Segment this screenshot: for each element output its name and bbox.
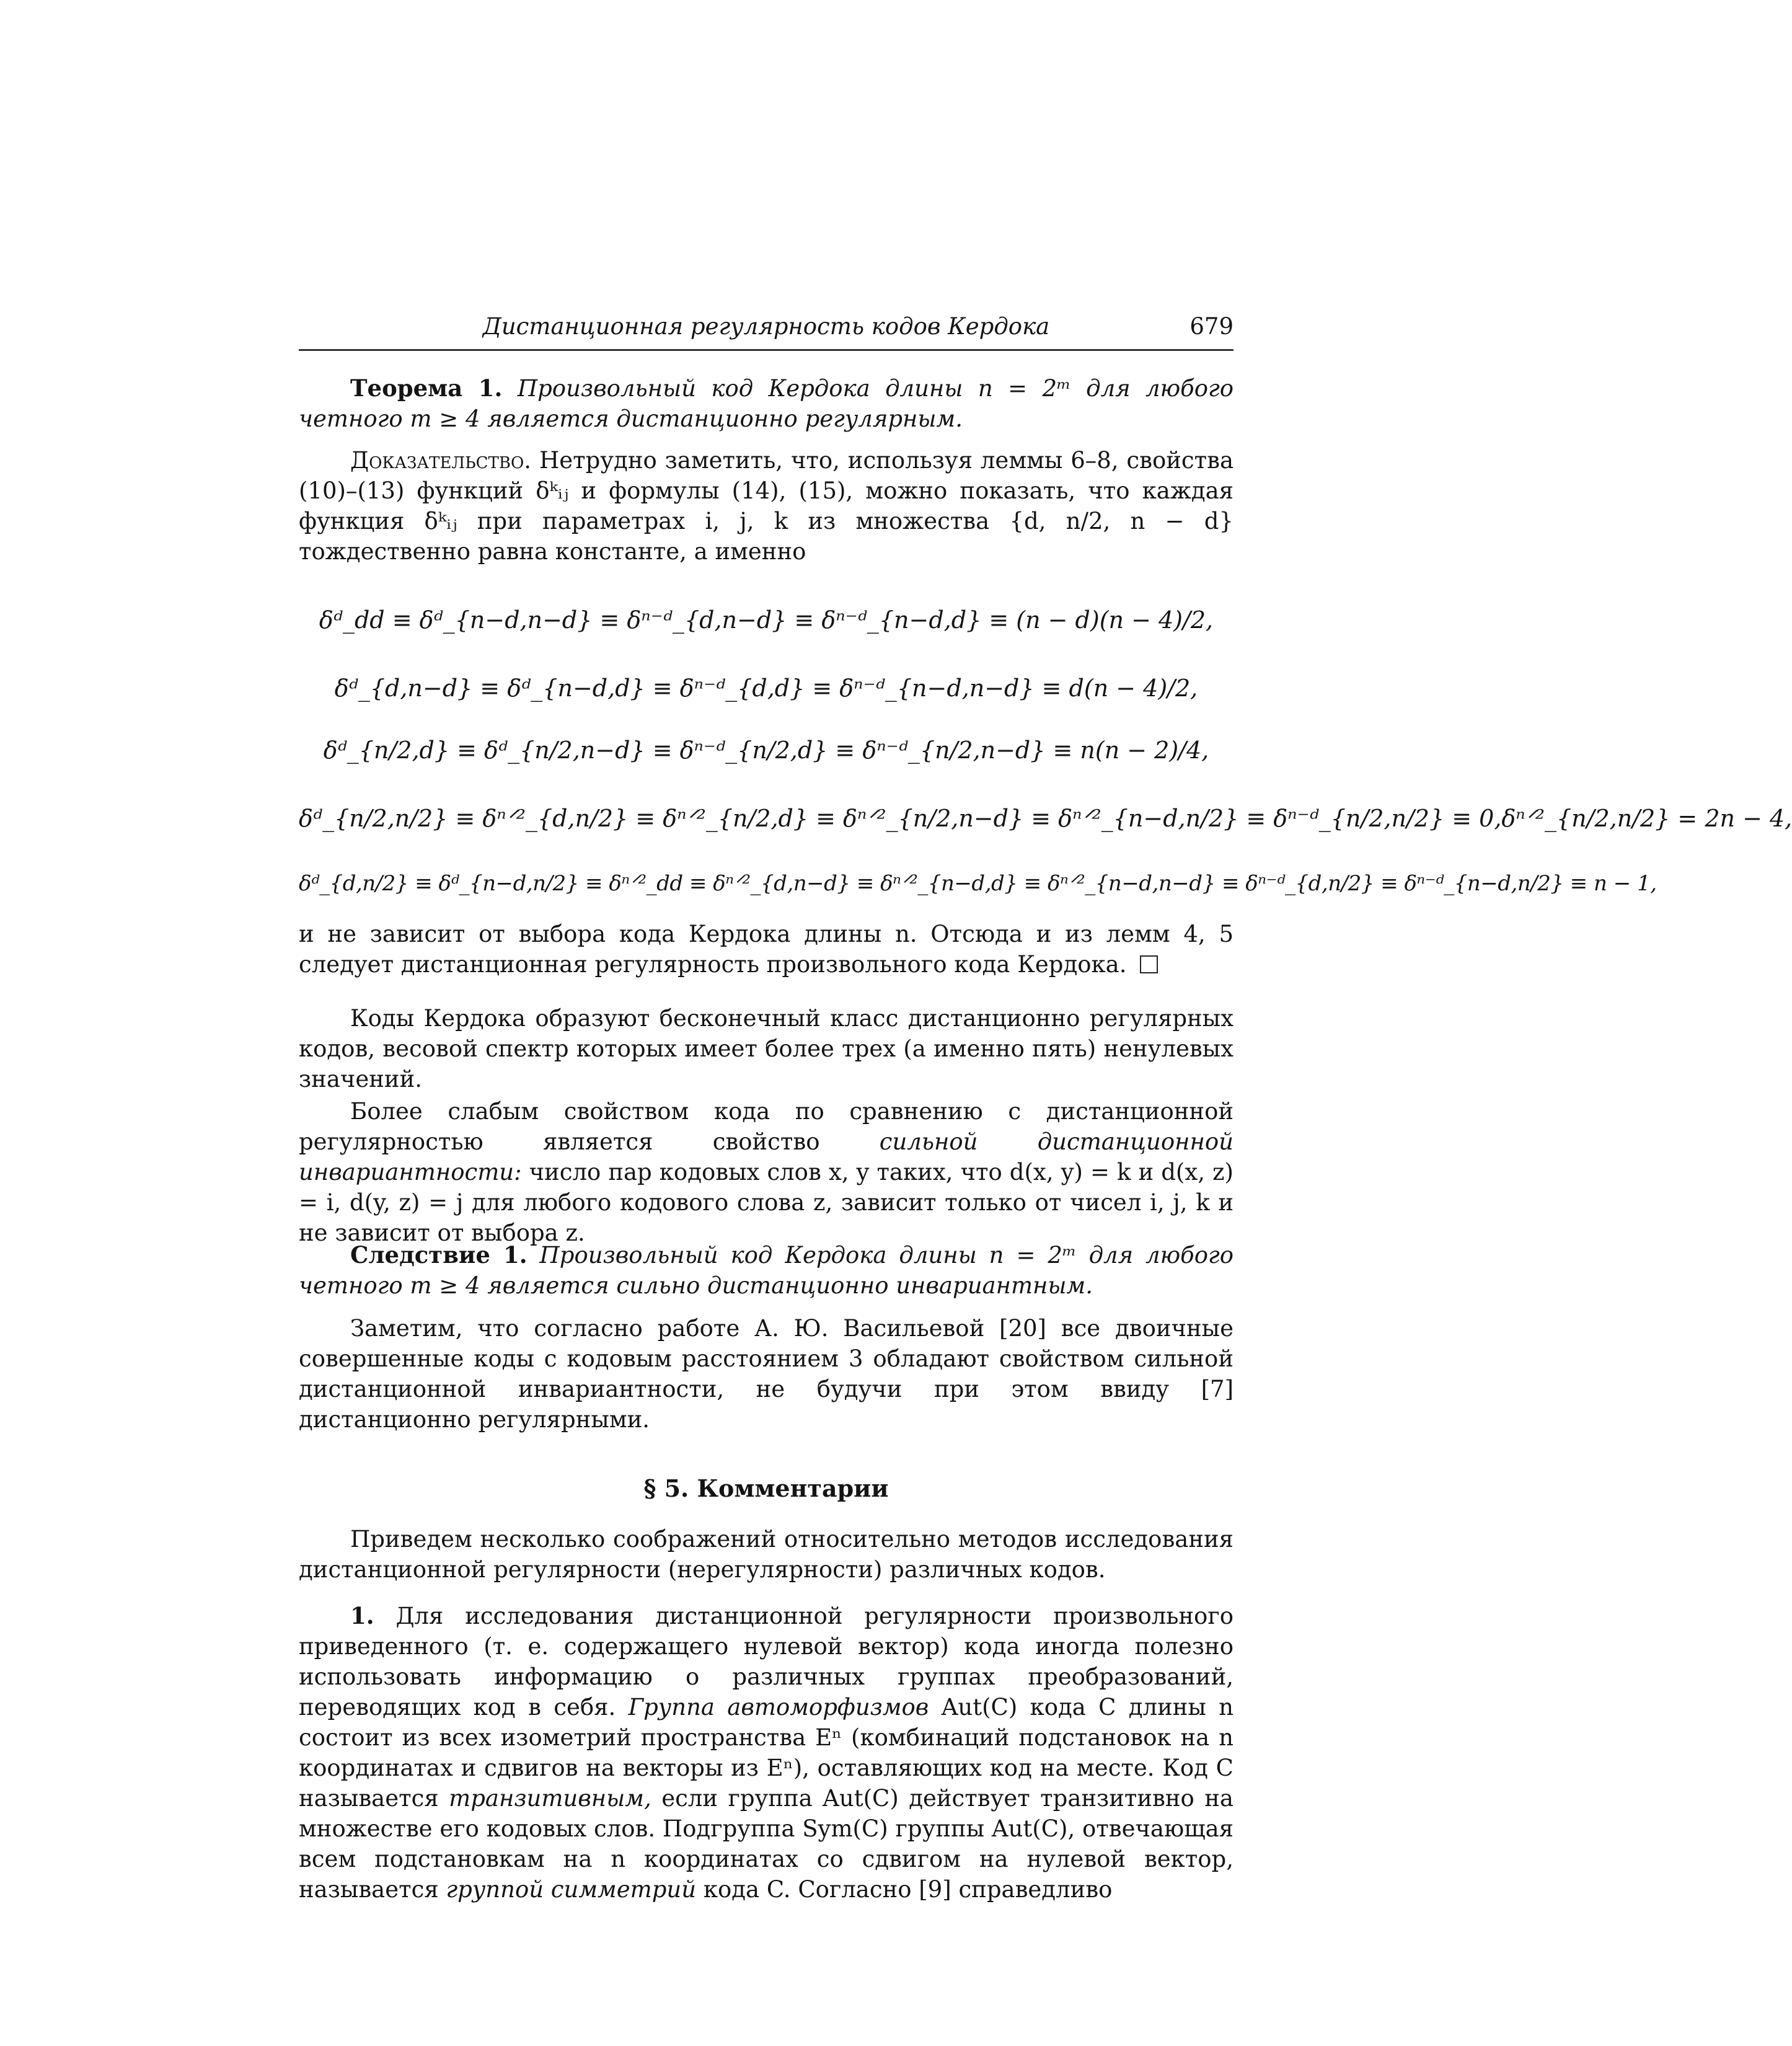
proof-label: Доказательство. (350, 447, 532, 474)
page-number: 679 (1190, 313, 1234, 340)
equation-1: δᵈ_dd ≡ δᵈ_{n−d,n−d} ≡ δⁿ⁻ᵈ_{d,n−d} ≡ δⁿ⁻ᵈ_{n−d,d} ≡ (n − d)(n − 4)/2, (319, 606, 1214, 634)
term-symmetry-group: группой симметрий (446, 1876, 697, 1903)
equation-4b: δⁿᐟ²_{n/2,n/2} = 2n − 4, (1501, 805, 1792, 832)
item-1-paragraph: 1. Для исследования дистанционной регулярности произвольного приведенного (т. е. содержащего нулевой вектор) кода иногда полезно использовать информацию о различных группах преобразований, переводящих код в себя. Группа автоморфизмов Aut(C) кода C длины n состоит из всех изометрий пространства Eⁿ (комбинаций подстановок на n координатах и сдвигов на векторы из Eⁿ), оставляющих код на месте. Код C называется транзитивным, если группа Aut(C) действует транзитивно на множестве его кодовых слов. Подгруппа Sym(C) группы Aut(C), отвечающая всем подстановкам на n координатах со сдвигом на нулевой вектор, называется группой симметрий кода C. Согласно [9] справедливо (299, 1602, 1234, 1903)
running-header (299, 313, 1234, 351)
equation-4a: δᵈ_{n/2,n/2} ≡ δⁿᐟ²_{d,n/2} ≡ δⁿᐟ²_{n/2,d} ≡ δⁿᐟ²_{n/2,n−d} ≡ δⁿᐟ²_{n−d,n/2} ≡ δⁿ⁻ᵈ_{n/2,n/2} ≡ 0, (299, 805, 1502, 832)
corollary-1 (299, 1240, 1234, 1301)
section-heading: § 5. Комментарии (643, 1474, 889, 1502)
term-strong-invariance: сильной дистанционной инвариантности: (299, 1128, 1234, 1185)
kerdock-paragraph: Коды Кердока образуют бесконечный класс дистанционно регулярных кодов, весовой спектр которых имеет более трех (а именно пять) ненулевых значений. (299, 1005, 1234, 1092)
corollary-statement: Произвольный код Кердока длины n = 2ᵐ для любого четного m ≥ 4 является сильно дистанционно инвариантным. (299, 1242, 1234, 1299)
term-transitive: транзитивным, (449, 1785, 651, 1812)
theorem-1 (299, 373, 1234, 434)
equation-4 (299, 803, 1792, 834)
term-automorphism-group: Группа автоморфизмов (628, 1694, 929, 1720)
equation-3: δᵈ_{n/2,d} ≡ δᵈ_{n/2,n−d} ≡ δⁿ⁻ᵈ_{n/2,d} ≡ δⁿ⁻ᵈ_{n/2,n−d} ≡ n(n − 2)/4, (323, 737, 1209, 764)
equation-2: δᵈ_{d,n−d} ≡ δᵈ_{n−d,d} ≡ δⁿ⁻ᵈ_{d,d} ≡ δⁿ⁻ᵈ_{n−d,n−d} ≡ d(n − 4)/2, (334, 675, 1198, 702)
theorem-statement: Произвольный код Кердока длины n = 2ᵐ для любого четного m ≥ 4 является дистанционно регулярным. (299, 375, 1234, 432)
proof-conclusion: и не зависит от выбора кода Кердока длины n. Отсюда и из лемм 4, 5 следует дистанционная регулярность произвольного кода Кердока. (299, 921, 1234, 978)
qed-icon (1140, 955, 1158, 973)
running-title: Дистанционная регулярность кодов Кердока (482, 313, 1050, 340)
weaker-property-paragraph: Более слабым свойством кода по сравнению с дистанционной регулярностью является свойство сильной дистанционной инвариантности: число пар кодовых слов x, y таких, что d(x, y) = k и d(x, z) = i, d(y, z) = j для любого кодового слова z, зависит только от чисел i, j, k и не зависит от выбора z. (299, 1098, 1234, 1246)
vasilieva-paragraph: Заметим, что согласно работе А. Ю. Васильевой [20] все двоичные совершенные коды с кодовым расстоянием 3 обладают свойством сильной дистанционной инвариантности, не будучи при этом ввиду [7] дистанционно регулярными. (299, 1315, 1234, 1433)
equation-5: δᵈ_{d,n/2} ≡ δᵈ_{n−d,n/2} ≡ δⁿᐟ²_dd ≡ δⁿᐟ²_{d,n−d} ≡ δⁿᐟ²_{n−d,d} ≡ δⁿᐟ²_{n−d,n−d} ≡ δⁿ⁻ᵈ_{d,n/2} ≡ δⁿ⁻ᵈ_{n−d,n/2} ≡ n − 1, (299, 871, 1657, 896)
proof-paragraph (299, 445, 1234, 567)
item-1-label: 1. (350, 1602, 374, 1629)
theorem-label: Теорема 1. (350, 374, 503, 402)
corollary-label: Следствие 1. (350, 1241, 527, 1269)
proof-text: Нетрудно заметить, что, используя леммы 6–8, свойства (10)–(13) функций δᵏᵢⱼ и формулы (14), (15), можно показать, что каждая функция δᵏᵢⱼ при параметрах i, j, k из множества {d, n/2, n − d} тождественно равна константе, а именно (299, 447, 1234, 565)
intro-paragraph: Приведем несколько соображений относительно методов исследования дистанционной регулярности (нерегулярности) различных кодов. (299, 1526, 1234, 1583)
